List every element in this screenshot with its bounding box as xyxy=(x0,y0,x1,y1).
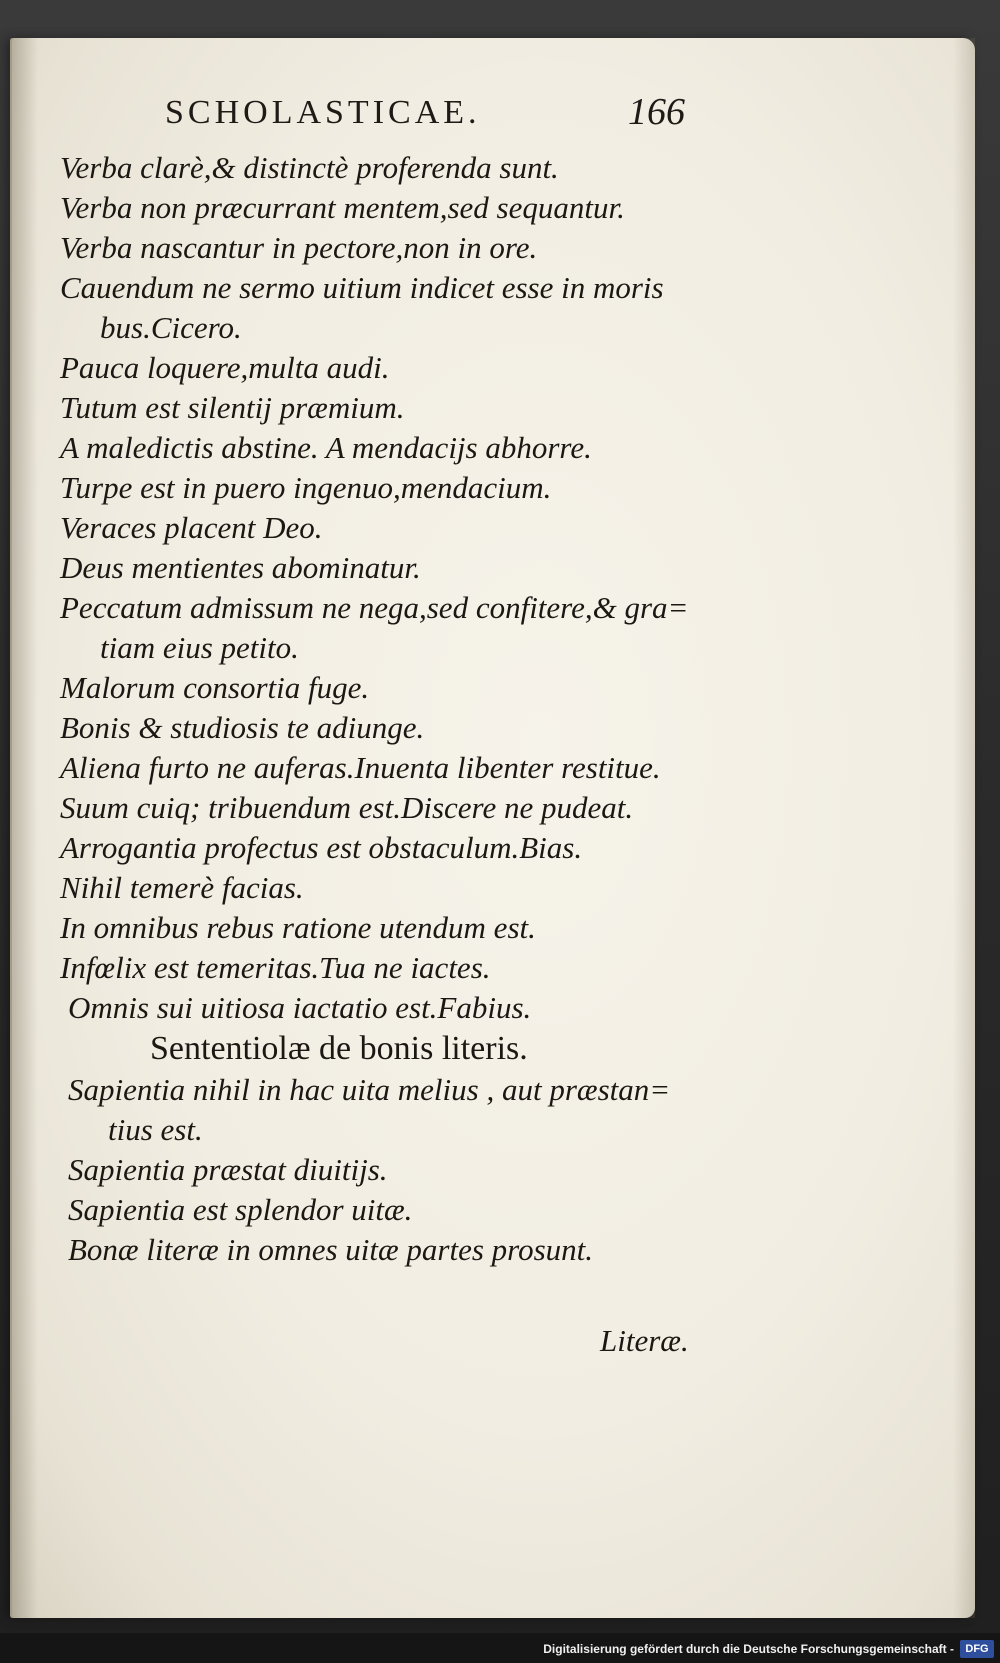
text-line: Verba nascantur in pectore,non in ore. xyxy=(60,230,538,265)
text-line: Tutum est silentij præmium. xyxy=(60,390,405,425)
text-line: Arrogantia profectus est obstaculum.Bias. xyxy=(60,830,583,865)
text-line: Suum cuiq; tribuendum est.Discere ne pudeat. xyxy=(60,790,634,825)
section-line: Sapientia est splendor uitæ. xyxy=(68,1192,413,1227)
text-line: Nihil temerè facias. xyxy=(60,870,304,905)
text-line: Verba non præcurrant mentem,sed sequantur. xyxy=(60,190,625,225)
book-page xyxy=(10,38,975,1618)
main-text xyxy=(60,148,700,1270)
text-line: Infœlix est temeritas.Tua ne iactes. xyxy=(60,950,491,985)
running-title: SCHOLASTICAE. xyxy=(165,94,481,131)
text-line: Peccatum admissum ne nega,sed confitere,& gra= xyxy=(60,590,689,625)
text-line: Deus mentientes abominatur. xyxy=(60,550,421,585)
text-line: In omnibus rebus ratione utendum est. xyxy=(60,910,536,945)
text-line: Cauendum ne sermo uitium indicet esse in moris xyxy=(60,270,664,305)
text-line: Bonis & studiosis te adiunge. xyxy=(60,710,425,745)
footer-bar xyxy=(0,1633,1000,1663)
footer-credit: Digitalisierung gefördert durch die Deutsche Forschungsgemeinschaft - xyxy=(543,1642,954,1656)
text-line: Omnis sui uitiosa iactatio est.Fabius. xyxy=(68,990,532,1025)
text-line: Malorum consortia fuge. xyxy=(60,670,370,705)
text-line: tiam eius petito. xyxy=(100,630,299,665)
section-line: Sapientia præstat diuitijs. xyxy=(68,1152,388,1187)
catchword: Literæ. xyxy=(600,1323,689,1358)
dfg-logo: DFG xyxy=(960,1640,994,1658)
page-header xyxy=(165,90,685,140)
page-number: 166 xyxy=(628,91,685,133)
section-heading: Sententiolæ de bonis literis. xyxy=(150,1030,528,1067)
text-line: Turpe est in puero ingenuo,mendacium. xyxy=(60,470,552,505)
section-line: tius est. xyxy=(108,1112,203,1147)
section-line: Bonæ literæ in omnes uitæ partes prosunt. xyxy=(68,1232,594,1267)
text-line: Verba clarè,& distinctè proferenda sunt. xyxy=(60,150,559,185)
text-line: Veraces placent Deo. xyxy=(60,510,323,545)
text-line: Pauca loquere,multa audi. xyxy=(60,350,390,385)
text-line: bus.Cicero. xyxy=(100,310,242,345)
section-line: Sapientia nihil in hac uita melius , aut præstan= xyxy=(68,1072,671,1107)
text-line: A maledictis abstine. A mendacijs abhorre. xyxy=(60,430,592,465)
text-line: Aliena furto ne auferas.Inuenta libenter restitue. xyxy=(60,750,661,785)
